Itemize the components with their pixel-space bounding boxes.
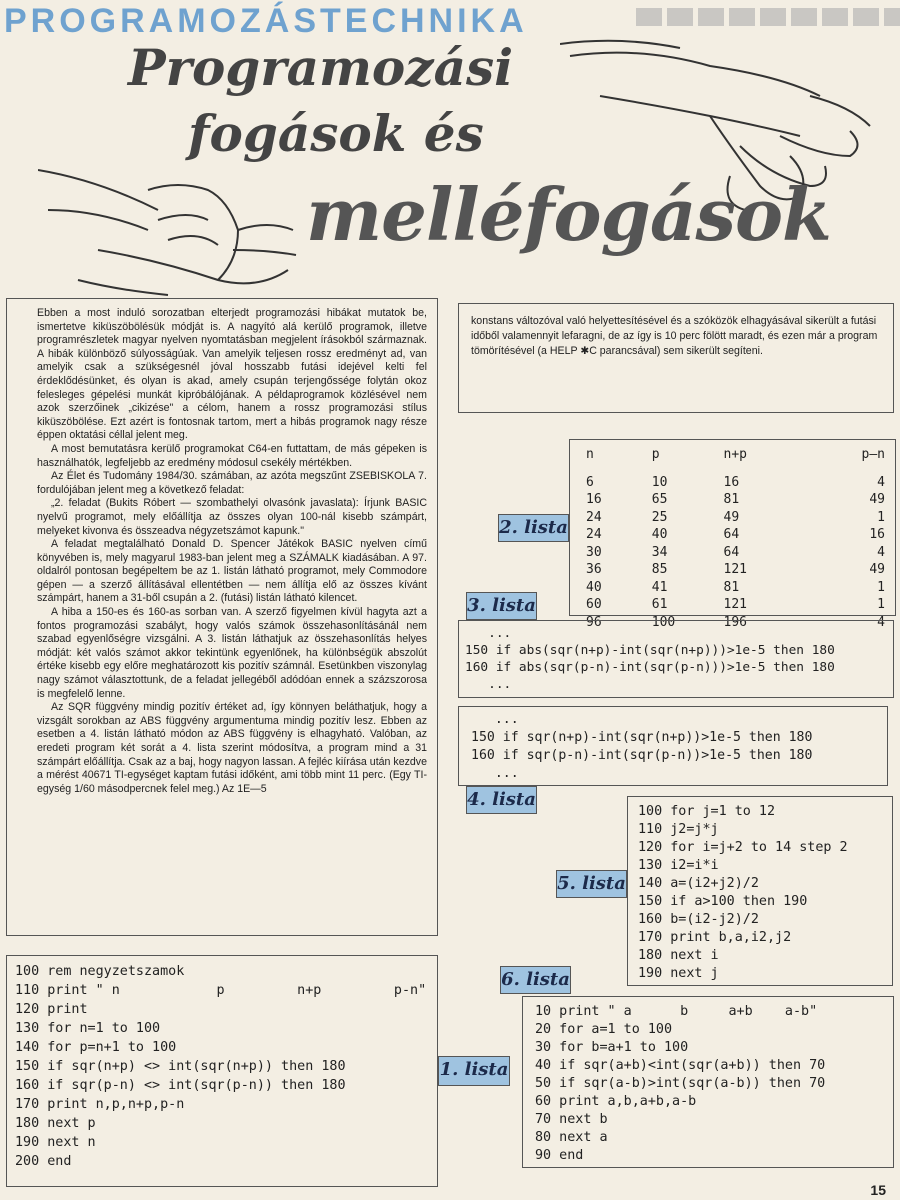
code-line: 190 next n <box>15 1135 96 1150</box>
title-line-1: Programozási <box>128 38 514 97</box>
code-line: 40 if sqr(a+b)<int(sqr(a+b)) then 70 <box>535 1058 826 1073</box>
table-cell: 65 <box>651 492 668 508</box>
article-body <box>6 298 438 936</box>
code-line: 50 if sqr(a-b)>int(sqr(a-b)) then 70 <box>535 1076 826 1091</box>
listing-1 <box>6 955 438 1187</box>
table-cell: 121 <box>723 562 747 578</box>
code-line: 150 if abs(sqr(n+p)-int(sqr(n+p)))>1e-5 then 180 <box>465 643 835 658</box>
code-line: 100 rem negyzetszamok <box>15 964 185 979</box>
code-line: 200 end <box>15 1154 72 1169</box>
table-row <box>586 491 885 509</box>
table-cell: 24 <box>586 509 602 525</box>
table-cell: 81 <box>723 492 740 508</box>
table-row <box>586 561 885 579</box>
code-line: 170 print b,a,i2,j2 <box>638 930 792 945</box>
table-cell: 49 <box>869 492 885 508</box>
table-cell: 64 <box>723 527 740 543</box>
table-cell: 196 <box>723 614 747 630</box>
article-paragraph: Az Élet és Tudomány 1984/30. számában, az azóta megszűnt ZSEBISKOLA 7. fordulójában jelent meg a következő feladat: <box>37 470 427 496</box>
table-cell: 1 <box>877 509 885 525</box>
label-listing-3: 3. lista <box>466 592 537 620</box>
column-header: n+p <box>723 447 747 463</box>
table-cell: 61 <box>651 597 668 613</box>
label-listing-2: 2. lista <box>498 514 569 542</box>
table-cell: 4 <box>877 474 885 490</box>
article-paragraph: „2. feladat (Bukits Róbert — szombathelyi olvasónk javaslata): Írjunk BASIC nyelvű programot, mely előállítja az összes olyan 100-nál kisebb számpárt, melyeket kivonva és összeadva négyzetszámot kapunk." <box>37 497 427 537</box>
table-row <box>586 474 885 492</box>
code-line: 140 for p=n+1 to 100 <box>15 1040 177 1055</box>
table-cell: 40 <box>586 579 602 595</box>
table-cell: 41 <box>651 579 668 595</box>
code-line: 20 for a=1 to 100 <box>535 1022 673 1037</box>
code-line: ... <box>471 766 519 781</box>
code-line: 180 next p <box>15 1116 96 1131</box>
left-hand-illustration <box>38 150 298 300</box>
code-line: 130 i2=i*i <box>638 858 719 873</box>
article-paragraph: Az SQR függvény mindig pozitív értéket ad, így könnyen beláthatjuk, hogy a vizsgált sorokban az ABS függvény argumentuma mindig pozitív lesz. Ebben az esetben a 4. listán látható módon az ABS függvény is elhagyható. Valóban, az eredeti program két sorát a 4. lista szerint módosítva, a program mind a 31 számpárt előállítja. Csak az a baj, hogy nagyon lassan. A fejléc kiírása után kezdve a mérést 40671 TI-egységet kaptam futási időként, ami több mint 11 perc. (Egy TI-egység 1/60 másodpercnek felel meg.) Az 1E—5 <box>37 701 427 795</box>
table-cell: 16 <box>586 492 602 508</box>
code-line: 180 next i <box>638 948 719 963</box>
code-line: ... <box>465 626 512 641</box>
code-line: 140 a=(i2+j2)/2 <box>638 876 759 891</box>
label-listing-5: 5. lista <box>556 870 627 898</box>
table-row <box>586 526 885 544</box>
listing-4 <box>458 706 888 786</box>
column-header: p–n <box>861 447 885 463</box>
code-line: 110 print " n p n+p p-n" <box>15 983 427 998</box>
code-line: 160 if sqr(p-n) <> int(sqr(p-n)) then 180 <box>15 1078 346 1093</box>
article-paragraph: A most bemutatásra kerülő programokat C64-en futtattam, de más gépeken is használhatók, legfeljebb az eredmény módosul csekély mértékben. <box>37 442 427 469</box>
code-line: 110 j2=j*j <box>638 822 719 837</box>
column-header: p <box>651 447 660 463</box>
code-line: 90 end <box>535 1148 584 1163</box>
table-cell: 36 <box>586 562 602 578</box>
table-cell: 30 <box>586 544 602 560</box>
code-line: 30 for b=a+1 to 100 <box>535 1040 689 1055</box>
listing-5 <box>627 796 893 986</box>
table-cell: 49 <box>869 562 885 578</box>
code-line: 60 print a,b,a+b,a-b <box>535 1094 697 1109</box>
code-line: 190 next j <box>638 966 719 981</box>
code-line: 150 if sqr(n+p) <> int(sqr(n+p)) then 180 <box>15 1059 346 1074</box>
code-line: 160 if abs(sqr(p-n)-int(sqr(p-n)))>1e-5 then 180 <box>465 660 835 675</box>
code-line: 70 next b <box>535 1112 608 1127</box>
code-line: ... <box>471 712 519 727</box>
code-line: ... <box>465 677 512 692</box>
header-decoration-bars <box>636 8 900 26</box>
page-number: 15 <box>870 1182 886 1198</box>
listing-3 <box>458 620 894 698</box>
table-header-row <box>586 446 885 464</box>
code-line: 80 next a <box>535 1130 608 1145</box>
table-row <box>586 579 885 597</box>
table-cell: 25 <box>651 509 668 525</box>
table-cell: 16 <box>869 527 885 543</box>
table-cell: 100 <box>651 614 676 630</box>
code-line: 150 if sqr(n+p)-int(sqr(n+p))>1e-5 then 180 <box>471 730 813 745</box>
table-cell: 16 <box>723 474 740 490</box>
table-cell: 34 <box>651 544 668 560</box>
table-cell: 64 <box>723 544 740 560</box>
table-cell: 1 <box>877 579 885 595</box>
table-row <box>586 544 885 562</box>
column-header: n <box>586 447 594 463</box>
code-line: 100 for j=1 to 12 <box>638 804 776 819</box>
table-cell: 10 <box>651 474 668 490</box>
label-listing-6: 6. lista <box>500 966 571 994</box>
table-cell: 49 <box>723 509 740 525</box>
table-cell: 24 <box>586 527 602 543</box>
listing-6 <box>522 996 894 1168</box>
code-line: 160 b=(i2-j2)/2 <box>638 912 759 927</box>
code-line: 120 for i=j+2 to 14 step 2 <box>638 840 848 855</box>
section-header: PROGRAMOZÁSTECHNIKA <box>4 2 528 40</box>
table-cell: 4 <box>877 544 885 560</box>
title-line-3: melléfogások <box>306 172 831 257</box>
code-line: 120 print <box>15 1002 88 1017</box>
listing-2-table <box>569 439 896 630</box>
table-row <box>586 509 885 527</box>
table-cell: 60 <box>586 597 602 613</box>
table-cell: 40 <box>651 527 668 543</box>
table-cell: 85 <box>651 562 668 578</box>
label-listing-1: 1. lista <box>438 1056 510 1086</box>
table-cell: 1 <box>877 597 885 613</box>
table-cell: 4 <box>877 614 885 630</box>
article-paragraph: A hiba a 150-es és 160-as sorban van. A szerző figyelmen kívül hagyta azt a fontos programozási szabályt, hogy valós számok összehasonlításánál nem szabad egyenlőségre vizsgálni. A 3. listán láthatjuk az összehasonlítás helyes módját: két valós számot akkor tekintünk egyenlőnek, ha különbségük abszolút értéke kisebb egy előre meghatározott kis pozitív számnál. Esetünkben viszonylag nagy számot választottunk, de a feladat jellegéből adódóan ennek a százszorosa is megfelelő lenne. <box>37 606 427 700</box>
table-cell: 121 <box>723 597 747 613</box>
article-paragraph: Ebben a most induló sorozatban elterjedt programozási hibákat mutatok be, ismertetve kiküszöbölésük módját is. A nagyító alá kerülő programok, illetve programrészletek magyar nyelven nyomtatásban megjelent írásokból származnak. A hibák különböző súlyosságúak. Van amelyik teljesen rossz eredményt ad, van amelyik csak a szükségesnél jóval hosszabb futási idejével kelti fel érdeklődésünket, és olyan is akad, amely csupán terjengőssége folytán okoz felesleges gépelési munkát kipróbálójának. A példaprogramok közlésével nem azok szerzőinek „cikizése" a célom, hanem a rossz programozási stílus kiküszöbölése. Ezt azért is fontosnak tartom, mert a hibás programok nagy része éppen oktatási céllal jelent meg. <box>37 307 427 442</box>
table-cell: 6 <box>586 474 594 490</box>
code-line: 160 if sqr(p-n)-int(sqr(p-n))>1e-5 then 180 <box>471 748 813 763</box>
label-listing-4: 4. lista <box>466 786 537 814</box>
code-line: 10 print " a b a+b a-b" <box>535 1004 818 1019</box>
results-table <box>586 446 885 631</box>
article-continuation: konstans változóval való helyettesítésével és a szóközök elhagyásával sikerült a futási időből valamennyit lefaragni, de az így is 10 perc fölött maradt, és ezen már a program tömörítésével (a HELP ✱C parancsával) sem sikerült segíteni. <box>458 303 894 413</box>
article-paragraph: A feladat megtalálható Donald D. Spencer Játékok BASIC nyelven című könyvében is, mely magyarul 1983-ban jelent meg a SZÁMALK kiadásában. A 97. oldalról pontosan begépeltem be az 1. listán látható programot, mely Commodore gépen — a szerző állításával ellentétben — nem állítja elő az összes kívánt számpárt, hanem a 31-ből csupán a 2. (futási) listán látható kilencet. <box>37 538 427 605</box>
code-line: 130 for n=1 to 100 <box>15 1021 161 1036</box>
title-line-2: fogások és <box>188 104 484 163</box>
table-cell: 81 <box>723 579 740 595</box>
code-line: 150 if a>100 then 190 <box>638 894 808 909</box>
table-cell: 96 <box>586 614 602 630</box>
code-line: 170 print n,p,n+p,p-n <box>15 1097 185 1112</box>
table-row <box>586 596 885 614</box>
